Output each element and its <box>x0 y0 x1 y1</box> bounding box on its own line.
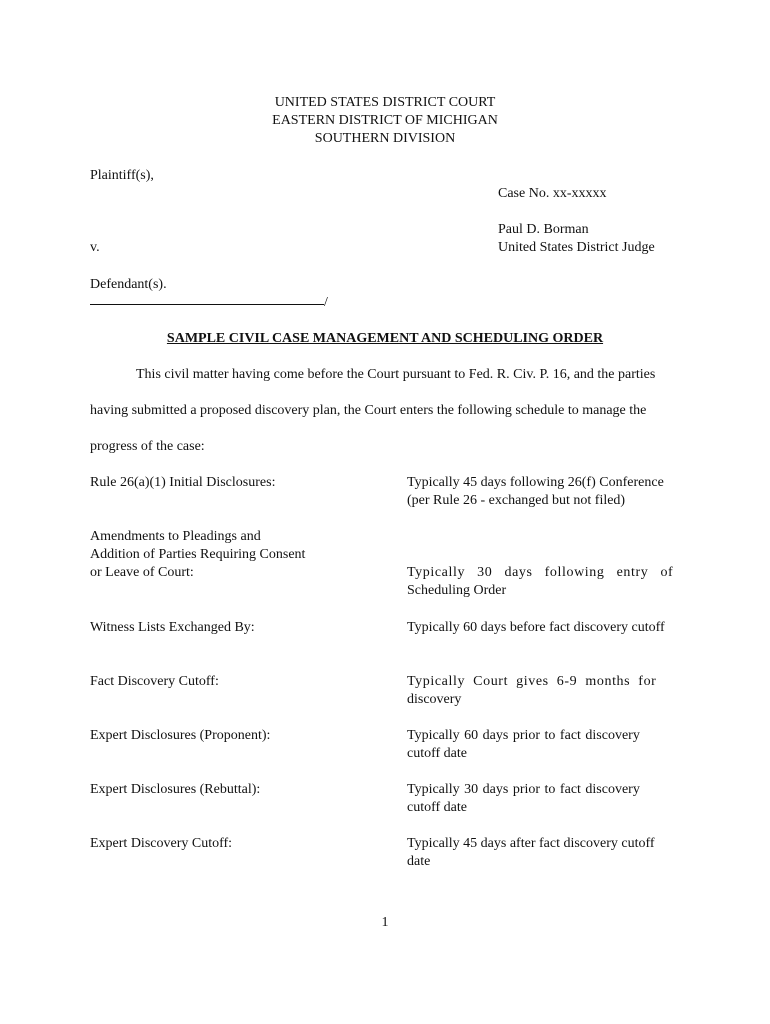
schedule-value-initial-disclosures <box>407 474 692 510</box>
schedule-value-line: Typically 30 days prior to fact discovery <box>407 782 640 797</box>
schedule-value-line: Typically Court gives 6-9 months for <box>407 674 657 689</box>
court-header <box>0 94 770 148</box>
judge-name: Paul D. Borman <box>498 222 589 237</box>
schedule-value-line: discovery <box>407 692 462 707</box>
schedule-value-line: Typically 60 days before fact discovery cutoff <box>407 620 665 635</box>
schedule-value-line: Typically 45 days after fact discovery cutoff <box>407 836 655 851</box>
schedule-value-amendments <box>407 564 692 600</box>
schedule-value-line: (per Rule 26 - exchanged but not filed) <box>407 493 626 508</box>
schedule-value-line: Typically 60 days prior to fact discovery <box>407 728 640 743</box>
schedule-label-line: Addition of Parties Requiring Consent <box>90 547 306 562</box>
schedule-label-expert-discovery <box>90 835 380 853</box>
schedule-label-line: Expert Discovery Cutoff: <box>90 836 233 851</box>
schedule-label-line: Witness Lists Exchanged By: <box>90 620 255 635</box>
schedule-label-line: Fact Discovery Cutoff: <box>90 674 219 689</box>
schedule-label-line: Expert Disclosures (Rebuttal): <box>90 782 261 797</box>
schedule-label-amendments <box>90 528 380 582</box>
schedule-value-expert-proponent <box>407 727 692 763</box>
schedule-label-line: Rule 26(a)(1) Initial Disclosures: <box>90 475 276 490</box>
schedule-value-expert-discovery <box>407 835 692 871</box>
schedule-label-expert-proponent <box>90 727 380 745</box>
schedule-value-line: Typically 30 days following entry of <box>407 565 674 580</box>
intro-line-2: having submitted a proposed discovery plan, the Court enters the following schedule to manage the <box>90 403 647 418</box>
division-name: SOUTHERN DIVISION <box>314 131 456 146</box>
court-name: UNITED STATES DISTRICT COURT <box>274 95 496 110</box>
case-number: Case No. xx-xxxxx <box>498 186 607 201</box>
schedule-value-witness-lists <box>407 619 692 637</box>
defendant-label: Defendant(s). <box>90 277 167 292</box>
schedule-value-line: cutoff date <box>407 800 467 815</box>
schedule-value-expert-rebuttal <box>407 781 692 817</box>
schedule-value-line: Typically 45 days following 26(f) Conference <box>407 475 664 490</box>
intro-line-3: progress of the case: <box>90 439 205 454</box>
caption-slash: / <box>324 295 328 310</box>
schedule-label-fact-discovery <box>90 673 380 691</box>
schedule-label-initial-disclosures <box>90 474 380 492</box>
versus-label: v. <box>90 240 100 255</box>
plaintiff-label: Plaintiff(s), <box>90 168 154 183</box>
schedule-label-witness-lists <box>90 619 380 637</box>
schedule-label-line: Expert Disclosures (Proponent): <box>90 728 271 743</box>
schedule-label-line: Amendments to Pleadings and <box>90 529 261 544</box>
schedule-value-line: date <box>407 854 431 869</box>
district-name: EASTERN DISTRICT OF MICHIGAN <box>272 113 498 128</box>
schedule-label-line: or Leave of Court: <box>90 565 194 580</box>
caption-rule-line <box>90 304 324 305</box>
page-number: 1 <box>381 915 389 930</box>
schedule-value-line: Scheduling Order <box>407 583 507 598</box>
schedule-value-fact-discovery <box>407 673 692 709</box>
judge-title: United States District Judge <box>498 240 655 255</box>
intro-line-1: This civil matter having come before the Court pursuant to Fed. R. Civ. P. 16, and the parties <box>136 367 656 382</box>
schedule-value-line: cutoff date <box>407 746 467 761</box>
schedule-label-expert-rebuttal <box>90 781 380 799</box>
document-title: SAMPLE CIVIL CASE MANAGEMENT AND SCHEDULING ORDER <box>166 331 604 346</box>
